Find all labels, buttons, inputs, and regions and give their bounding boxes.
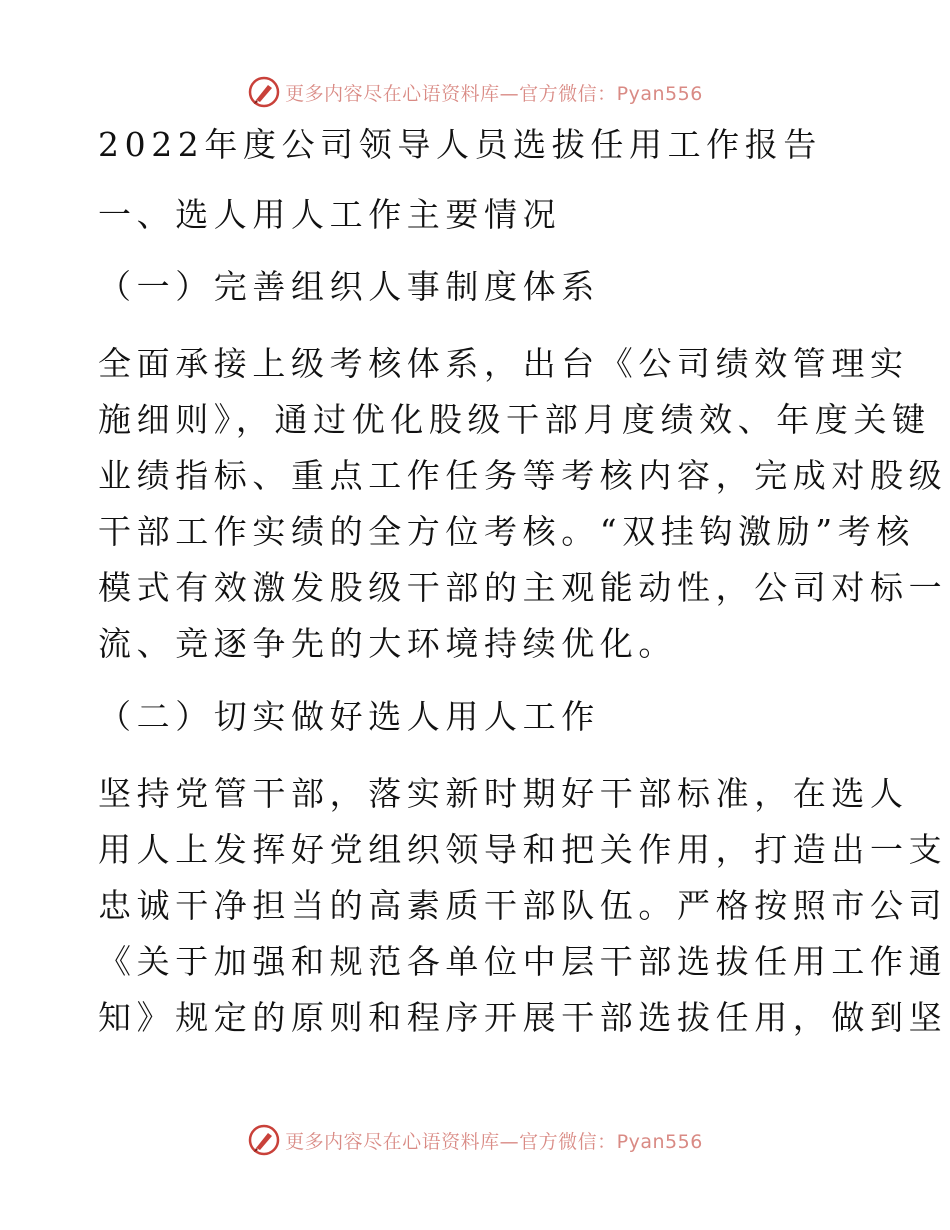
document-body xyxy=(98,122,948,1068)
subsection-heading-2: （二）切实做好选人用人工作 xyxy=(98,697,600,736)
paragraph-1 xyxy=(98,336,948,672)
paragraph-line: 全面承接上级考核体系，出台《公司绩效管理实 xyxy=(98,344,909,383)
paragraph-line: 坚持党管干部，落实新时期好干部标准，在选人 xyxy=(98,774,909,813)
subsection-heading-1: （一）完善组织人事制度体系 xyxy=(98,267,600,306)
watermark-header xyxy=(0,72,950,112)
paragraph-line: 忠诚干净担当的高素质干部队伍。严格按照市公司 xyxy=(98,886,948,925)
paragraph-line: 《关于加强和规范各单位中层干部选拔任用工作通 xyxy=(98,942,948,981)
watermark-text: 更多内容尽在心语资料库—官方微信：Pyan556 xyxy=(285,82,703,105)
paragraph-2 xyxy=(98,766,948,1046)
paragraph-line: 施细则》，通过优化股级干部月度绩效、年度关键 xyxy=(98,400,931,439)
paragraph-line: 模式有效激发股级干部的主观能动性，公司对标一 xyxy=(98,568,948,607)
paragraph-line: 流、竞逐争先的大环境持续优化。 xyxy=(98,624,677,663)
watermark-footer xyxy=(0,1120,950,1160)
pen-circle-logo-icon xyxy=(247,1123,281,1157)
section-heading-1: 一、选人用人工作主要情况 xyxy=(98,195,562,234)
paragraph-line: 干部工作实绩的全方位考核。“双挂钩激励”考核 xyxy=(98,512,915,551)
paragraph-line: 业绩指标、重点工作任务等考核内容，完成对股级 xyxy=(98,456,948,495)
watermark-text: 更多内容尽在心语资料库—官方微信：Pyan556 xyxy=(285,1130,703,1153)
pen-circle-logo-icon xyxy=(247,75,281,109)
document-title: 2022年度公司领导人员选拔任用工作报告 xyxy=(98,125,822,164)
paragraph-line: 用人上发挥好党组织领导和把关作用，打造出一支 xyxy=(98,830,948,869)
paragraph-line: 知》规定的原则和程序开展干部选拔任用，做到坚 xyxy=(98,998,948,1037)
